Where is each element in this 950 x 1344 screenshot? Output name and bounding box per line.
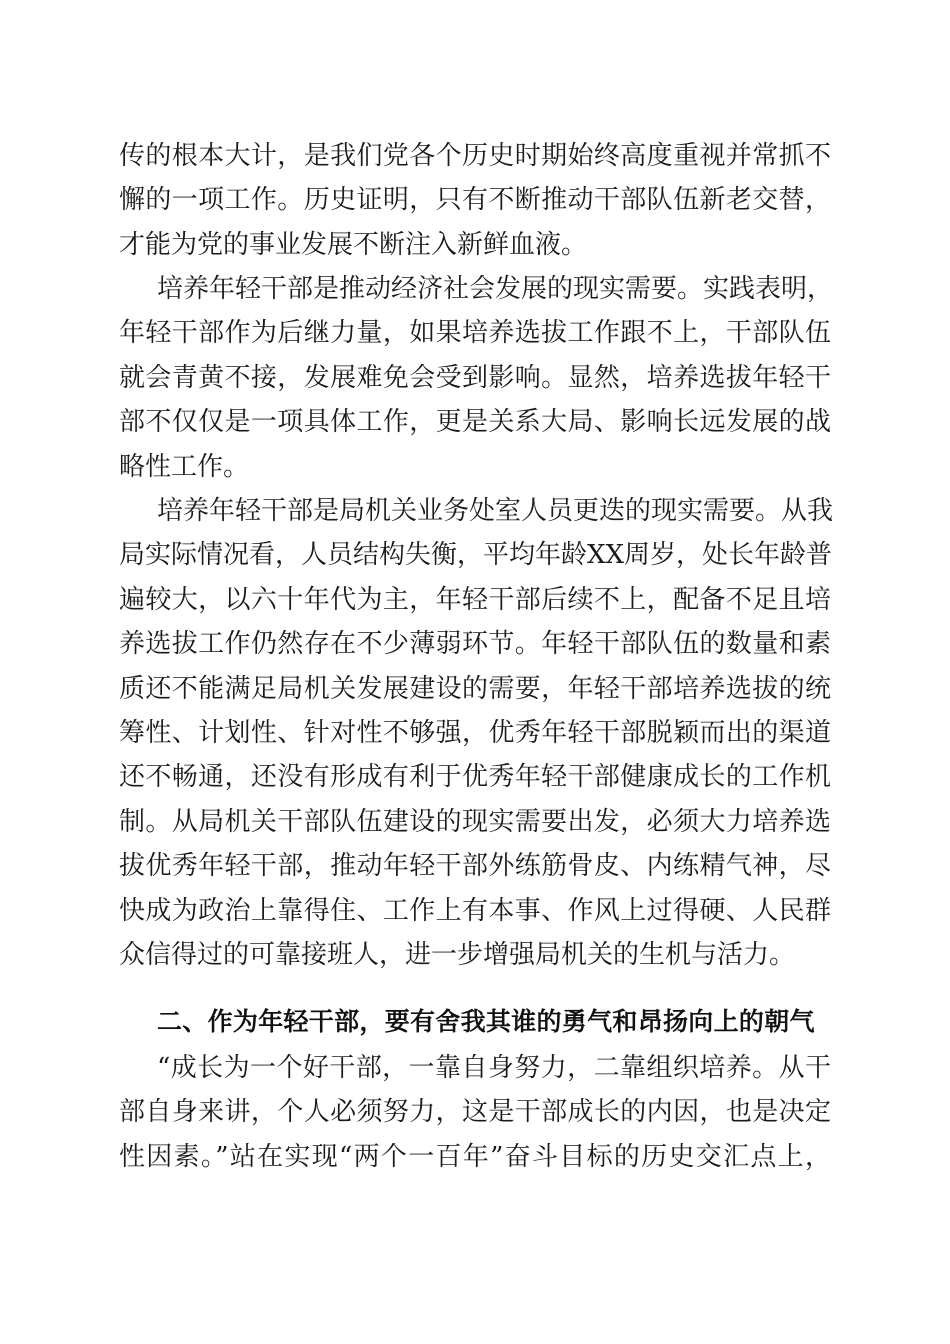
paragraph-line: 年轻干部作为后继力量，如果培养选拔工作跟不上，干部队伍 [119, 318, 831, 349]
paragraph-line: 培养年轻干部是局机关业务处室人员更迭的现实需要。从我 [157, 496, 834, 526]
paragraph-1 [119, 134, 831, 267]
paragraph-line: 质还不能满足局机关发展建设的需要，年轻干部培养选拔的统 [119, 673, 831, 704]
paragraph-line: 懈的一项工作。历史证明，只有不断推动干部队伍新老交替， [119, 185, 831, 216]
paragraph-line: 筹性、计划性、针对性不够强，优秀年轻干部脱颖而出的渠道 [119, 717, 831, 748]
paragraph-line: 性因素。”站在实现“两个一百年”奋斗目标的历史交汇点上， [119, 1141, 831, 1172]
paragraph-line: 培养年轻干部是推动经济社会发展的现实需要。实践表明， [157, 274, 834, 304]
paragraph-3 [119, 489, 834, 977]
paragraph-line: 还不畅通，还没有形成有利于优秀年轻干部健康成长的工作机 [119, 762, 831, 793]
paragraph-line: 略性工作。 [119, 451, 250, 482]
paragraph-4 [119, 1046, 831, 1179]
paragraph-line: 养选拔工作仍然存在不少薄弱环节。年轻干部队伍的数量和素 [119, 629, 831, 660]
paragraph-line: 部不仅仅是一项具体工作，更是关系大局、影响长远发展的战 [119, 407, 831, 438]
paragraph-line: 制。从局机关干部队伍建设的现实需要出发，必须大力培养选 [119, 806, 831, 837]
paragraph-line: 就会青黄不接，发展难免会受到影响。显然，培养选拔年轻干 [119, 362, 831, 393]
paragraph-line: 拔优秀年轻干部，推动年轻干部外练筋骨皮、内练精气神，尽 [119, 851, 831, 882]
paragraph-line: 遍较大，以六十年代为主，年轻干部后续不上，配备不足且培 [119, 584, 831, 615]
paragraph-line: “成长为一个好干部，一靠自身努力，二靠组织培养。从干 [157, 1053, 831, 1083]
section-heading: 二、作为年轻干部，要有舍我其谁的勇气和昂扬向上的朝气 [157, 1007, 815, 1036]
paragraph-line: 众信得过的可靠接班人，进一步增强局机关的生机与活力。 [119, 939, 796, 970]
paragraph-line: 才能为党的事业发展不断注入新鲜血液。 [119, 229, 588, 260]
paragraph-2 [119, 267, 834, 489]
paragraph-line: 局实际情况看，人员结构失衡，平均年龄XX周岁，处长年龄普 [119, 540, 833, 571]
paragraph-line: 部自身来讲，个人必须努力，这是干部成长的内因，也是决定 [119, 1097, 831, 1128]
paragraph-line: 快成为政治上靠得住、工作上有本事、作风上过得硬、人民群 [119, 895, 831, 926]
paragraph-line: 传的根本大计，是我们党各个历史时期始终高度重视并常抓不 [119, 141, 831, 171]
